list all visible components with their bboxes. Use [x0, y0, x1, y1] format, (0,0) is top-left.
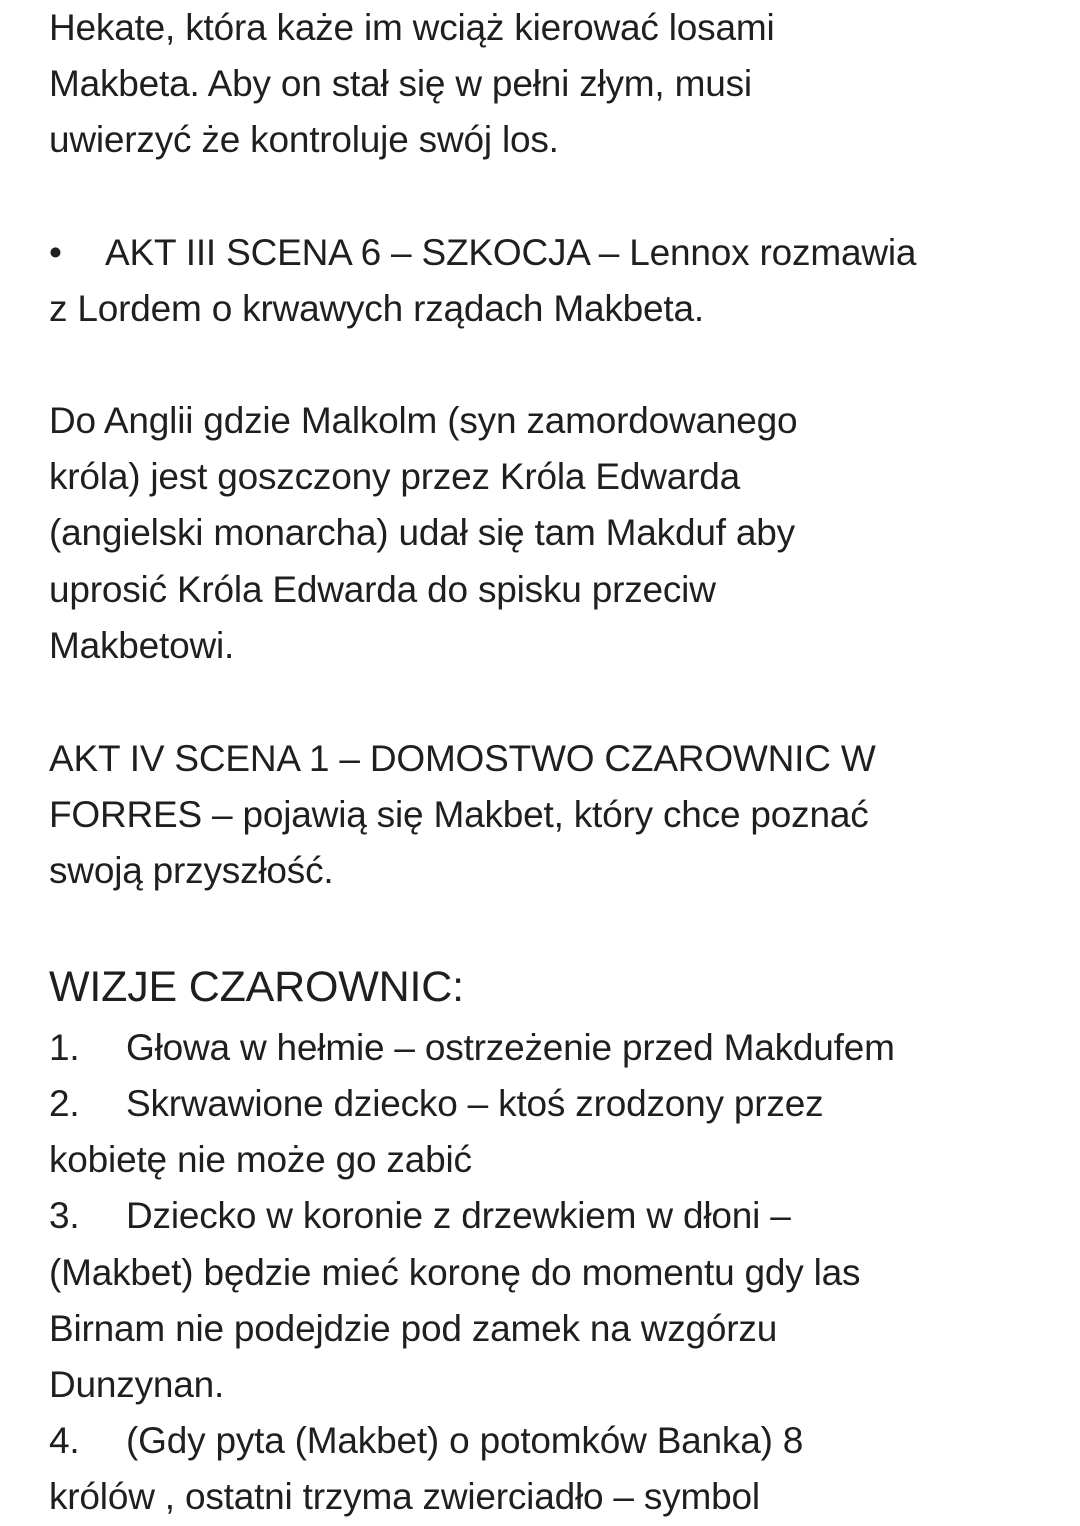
- text-line: AKT IV SCENA 1 – DOMOSTWO CZAROWNIC W: [49, 738, 876, 779]
- list-item: [49, 1413, 803, 1469]
- text-line: uprosić Króla Edwarda do spisku przeciw: [49, 569, 716, 610]
- bullet-icon: •: [49, 232, 62, 273]
- text-line: swoją przyszłość.: [49, 850, 334, 891]
- text-line: (Gdy pyta (Makbet) o potomków Banka) 8: [126, 1420, 804, 1461]
- list-number: 3.: [49, 1195, 80, 1236]
- text-line: Dziecko w koronie z drzewkiem w dłoni –: [126, 1195, 791, 1236]
- list-number: 1.: [49, 1027, 80, 1068]
- text-line: FORRES – pojawią się Makbet, który chce poznać: [49, 794, 869, 835]
- text-line: uwierzyć że kontroluje swój los.: [49, 119, 559, 160]
- text-line: Makbeta. Aby on stał się w pełni złym, musi: [49, 63, 752, 104]
- text-line: królów , ostatni trzyma zwierciadło – symbol: [49, 1476, 760, 1517]
- list-item: [49, 1076, 823, 1132]
- text-line: Hekate, która każe im wciąż kierować losami: [49, 7, 775, 48]
- text-line: AKT III SCENA 6 – SZKOCJA – Lennox rozmawia: [105, 232, 917, 273]
- list-number: 2.: [49, 1083, 80, 1124]
- text-line: Do Anglii gdzie Malkolm (syn zamordowanego: [49, 400, 798, 441]
- text-line: króla) jest goszczony przez Króla Edwarda: [49, 456, 740, 497]
- text-line: Dunzynan.: [49, 1364, 225, 1405]
- text-line: Skrwawione dziecko – ktoś zrodzony przez: [126, 1083, 824, 1124]
- bullet-line: [49, 225, 916, 281]
- text-line: Birnam nie podejdzie pod zamek na wzgórzu: [49, 1308, 778, 1349]
- text-line: z Lordem o krwawych rządach Makbeta.: [49, 288, 704, 329]
- text-line: (angielski monarcha) udał się tam Makduf aby: [49, 512, 795, 553]
- list-item: [49, 1020, 895, 1076]
- text-line: Głowa w hełmie – ostrzeżenie przed Makdufem: [126, 1027, 895, 1068]
- section-heading-wizje: WIZJE CZAROWNIC:: [49, 963, 464, 1011]
- text-line: Makbetowi.: [49, 625, 235, 666]
- list-number: 4.: [49, 1420, 80, 1461]
- text-line: (Makbet) będzie mieć koronę do momentu gdy las: [49, 1252, 861, 1293]
- list-item: [49, 1188, 791, 1244]
- text-line: kobietę nie może go zabić: [49, 1139, 472, 1180]
